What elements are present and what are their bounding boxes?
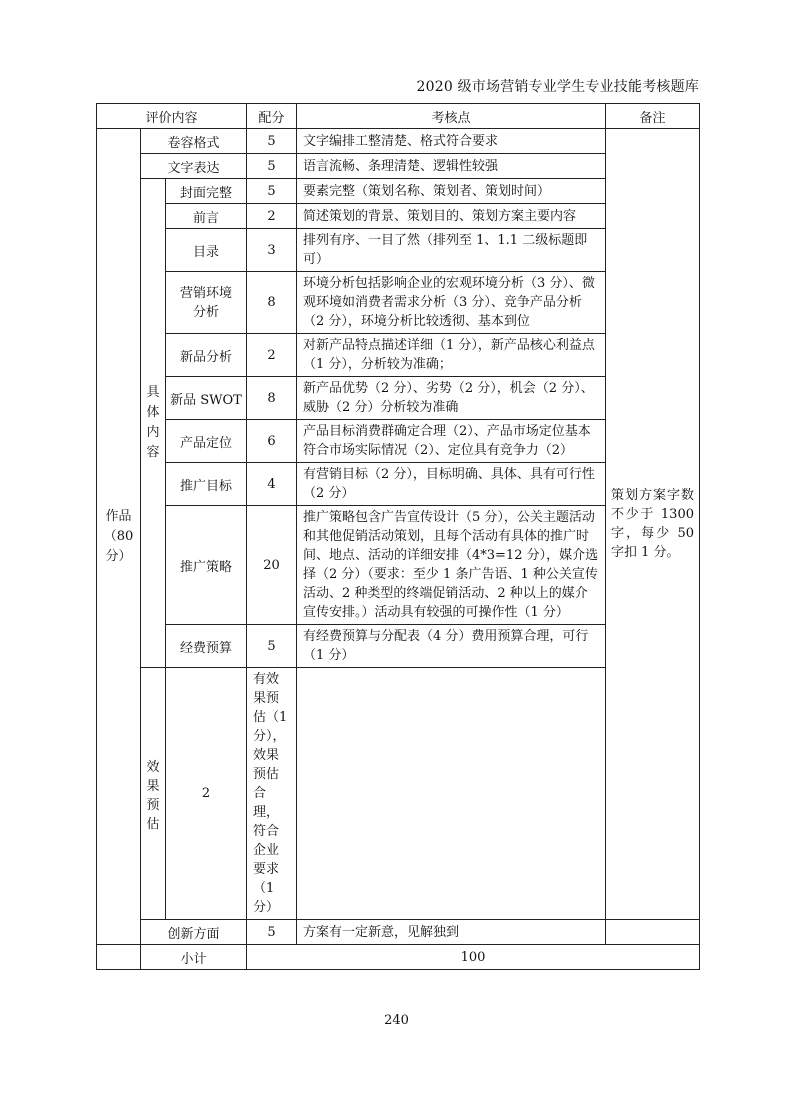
header-score: 配分 [247, 104, 297, 129]
header-remark: 备注 [606, 104, 700, 129]
page-header-title: 2020 级市场营销专业学生专业技能考核题库 [416, 79, 699, 95]
item-score: 5 [247, 625, 297, 668]
header-points: 考核点 [297, 104, 606, 129]
subtotal-row [97, 945, 700, 970]
item-name: 产品定位 [166, 420, 247, 463]
item-name: 推广策略 [166, 506, 247, 625]
item-name: 文字表达 [141, 154, 247, 179]
item-name: 目录 [166, 229, 247, 272]
item-name: 经费预算 [166, 625, 247, 668]
item-desc: 推广策略包含广告宣传设计（5 分），公关主题活动和其他促销活动策划，且每个活动有具体的推广时间、地点、活动的详细安排（4*3=12 分），媒介选择（2 分）（要求：至少 1 条广告语、1 种公关宣传活动、2 种类型的终端促销活动、2 种以上的媒介宣传安排。）活动具有较强的可操作性（1 分） [297, 506, 606, 625]
item-desc: 要素完整（策划名称、策划者、策划时间） [297, 179, 606, 204]
item-score: 2 [247, 334, 297, 377]
item-desc: 环境分析包括影响企业的宏观环境分析（3 分）、微观环境如消费者需求分析（3 分）、竞争产品分析（2 分），环境分析比较透彻、基本到位 [297, 272, 606, 334]
item-name: 创新方面 [141, 920, 247, 945]
header-content: 评价内容 [97, 104, 247, 129]
assessment-table [96, 103, 700, 970]
remark-cell: 策划方案字数不少于 1300 字，每少 50 字扣 1 分。 [606, 129, 700, 920]
item-desc: 对新产品特点描述详细（1 分），新产品核心利益点（1 分），分析较为准确； [297, 334, 606, 377]
item-score: 4 [247, 463, 297, 506]
table-row [97, 129, 700, 154]
item-desc: 有经费预算与分配表（4 分）费用预算合理，可行（1 分） [297, 625, 606, 668]
subtotal-empty-cell [97, 945, 141, 970]
subgroup-label-detail: 具 体 内 容 [141, 179, 166, 668]
subtotal-label: 小计 [141, 945, 247, 970]
item-name: 新品分析 [166, 334, 247, 377]
table-row [97, 920, 700, 945]
item-desc: 有营销目标（2 分），目标明确、具体、具有可行性（2 分） [297, 463, 606, 506]
group-label-works: 作品 （80 分） [97, 129, 141, 945]
item-score: 5 [247, 920, 297, 945]
item-score: 6 [247, 420, 297, 463]
subtotal-value: 100 [247, 945, 700, 970]
item-score: 5 [247, 129, 297, 154]
item-score: 3 [247, 229, 297, 272]
item-name: 新品 SWOT [166, 377, 247, 420]
remark-empty-cell [606, 920, 700, 945]
item-desc: 方案有一定新意，见解独到 [297, 920, 606, 945]
item-desc: 排列有序、一目了然（排列至 1、1.1 二级标题即可） [297, 229, 606, 272]
table-header-row [97, 104, 700, 129]
page-number: 240 [384, 1013, 409, 1028]
item-desc: 产品目标消费群确定合理（2）、产品市场定位基本符合市场实际情况（2）、定位具有竞争力（2） [297, 420, 606, 463]
item-name: 卷容格式 [141, 129, 247, 154]
item-score: 2 [166, 668, 247, 920]
item-desc: 语言流畅、条理清楚、逻辑性较强 [297, 154, 606, 179]
item-name: 封面完整 [166, 179, 247, 204]
item-score: 5 [247, 179, 297, 204]
item-score: 5 [247, 154, 297, 179]
item-score: 8 [247, 272, 297, 334]
item-score: 2 [247, 204, 297, 229]
item-desc: 有效果预估（1 分），效果预估合理，符合企业要求（1 分） [247, 668, 297, 920]
item-score: 8 [247, 377, 297, 420]
item-name: 效果预估 [141, 668, 166, 920]
item-name: 推广目标 [166, 463, 247, 506]
item-desc: 简述策划的背景、策划目的、策划方案主要内容 [297, 204, 606, 229]
item-score: 20 [247, 506, 297, 625]
item-name: 前言 [166, 204, 247, 229]
item-desc: 文字编排工整清楚、格式符合要求 [297, 129, 606, 154]
item-name: 营销环境 分析 [166, 272, 247, 334]
item-desc: 新产品优势（2 分）、劣势（2 分），机会（2 分）、威胁（2 分）分析较为准确 [297, 377, 606, 420]
